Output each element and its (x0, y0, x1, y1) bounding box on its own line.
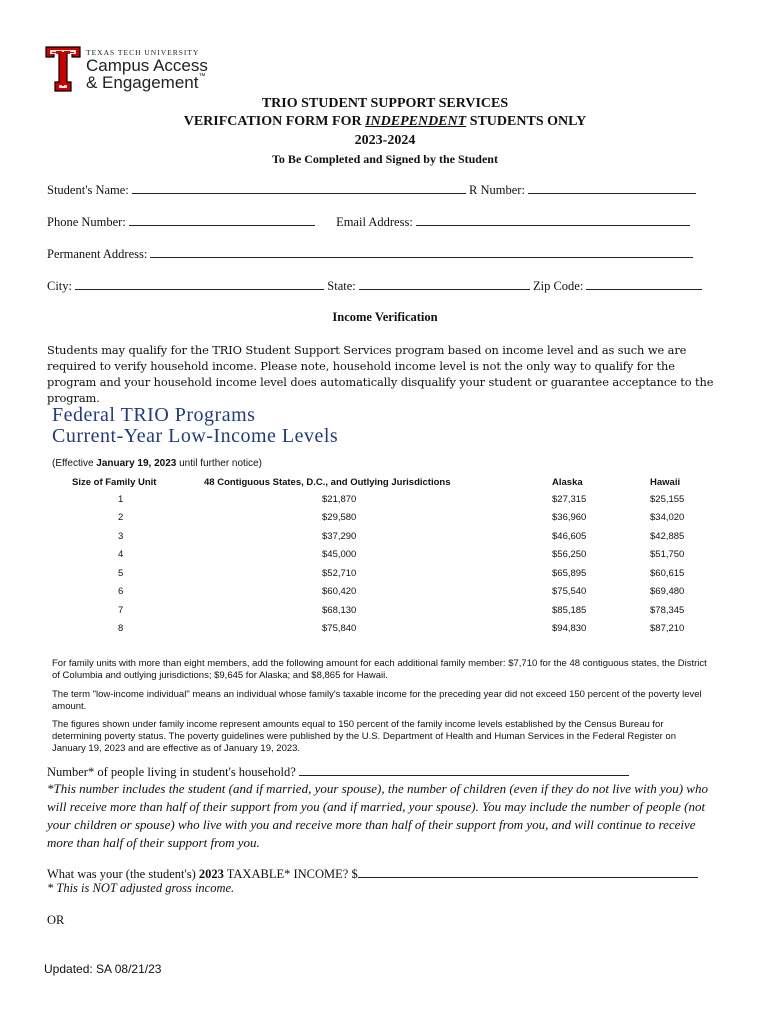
header-line2: VERIFCATION FORM FOR INDEPENDENT STUDENTS ONLY (183, 114, 587, 129)
table-row (72, 601, 702, 620)
federal-title-2: Current-Year Low-Income Levels (52, 425, 339, 447)
header-year: 2023-2024 (354, 133, 416, 148)
header-line1: TRIO STUDENT SUPPORT SERVICES (261, 96, 509, 111)
footer-updated: Updated: SA 08/21/23 (44, 962, 162, 976)
cell-contiguous: $45,000 (322, 549, 357, 561)
address-label: Permanent Address: (47, 247, 148, 261)
student-name-field[interactable] (132, 182, 466, 194)
cell-hawaii: $25,155 (650, 493, 685, 505)
table-row (72, 583, 702, 602)
cell-size: 8 (118, 623, 124, 635)
city-row (47, 278, 702, 294)
cell-contiguous: $29,580 (322, 512, 357, 524)
note-low-income-definition: The term "low-income individual" means an individual whose family's taxable income for the preceding year did not exceed 150 percent of the poverty level amount. (52, 689, 702, 712)
phone-field[interactable] (129, 214, 315, 226)
income-table (72, 474, 702, 638)
table-row (72, 564, 702, 583)
cell-contiguous: $68,130 (322, 604, 357, 616)
note-additional-members: For family units with more than eight members, add the following amount for each additional family member: $7,710 for the 48 contiguous states, the District of Columbia and outlying jurisdictions; $9,645 for Alaska; and $8,865 for Hawaii. (52, 658, 707, 681)
cell-size: 6 (118, 586, 124, 598)
col-hawaii: Hawaii (650, 476, 681, 488)
cell-alaska: $75,540 (552, 586, 587, 598)
household-note: *This number includes the student (and if married, your spouse), the number of children (even if they do not live with you) who will receive more than half of their support from you (and if married, your spouse). You may include the number of people (not your children or spouse) who live with you and receive more than half of their support from you, and will continue to receive more than half of their support from you. (47, 781, 708, 850)
address-row (47, 246, 693, 262)
table-row (72, 527, 702, 546)
taxable-income-note: * This is NOT adjusted gross income. (47, 881, 235, 895)
col-family-size: Size of Family Unit (72, 476, 157, 488)
cell-size: 1 (118, 493, 124, 505)
phone-row (47, 214, 690, 230)
cell-hawaii: $78,345 (650, 604, 685, 616)
taxable-income-label: What was your (the student's) (47, 867, 199, 881)
cell-alaska: $46,605 (552, 530, 587, 542)
r-number-label: R Number: (469, 183, 525, 197)
phone-label: Phone Number: (47, 215, 126, 229)
city-label: City: (47, 279, 73, 293)
state-field[interactable] (359, 278, 530, 290)
col-contiguous: 48 Contiguous States, D.C., and Outlying Jurisdictions (204, 476, 451, 488)
logo (45, 46, 245, 94)
city-field[interactable] (75, 278, 324, 290)
cell-alaska: $36,960 (552, 512, 587, 524)
state-label: State: (327, 279, 356, 293)
cell-alaska: $85,185 (552, 604, 587, 616)
table-row (72, 490, 702, 509)
logo-university: TEXAS TECH UNIVERSITY (86, 48, 200, 57)
cell-contiguous: $60,420 (322, 586, 357, 598)
cell-size: 7 (118, 604, 124, 616)
taxable-income-row (47, 866, 698, 882)
cell-size: 2 (118, 512, 124, 524)
table-row (72, 546, 702, 565)
double-t-logo-icon (45, 46, 81, 92)
cell-alaska: $65,895 (552, 567, 587, 579)
table-row (72, 620, 702, 639)
table-row (72, 509, 702, 528)
cell-contiguous: $52,710 (322, 567, 357, 579)
taxable-income-label-end: TAXABLE* INCOME? $ (223, 867, 358, 881)
zip-label: Zip Code: (532, 279, 584, 293)
r-number-field[interactable] (528, 182, 696, 194)
cell-alaska: $27,315 (552, 493, 587, 505)
taxable-income-field[interactable] (358, 866, 698, 878)
household-row (47, 764, 629, 780)
cell-size: 4 (118, 549, 124, 561)
email-field[interactable] (416, 214, 690, 226)
student-name-label: Student's Name: (47, 183, 129, 197)
household-count-field[interactable] (299, 764, 629, 776)
cell-contiguous: $75,840 (322, 623, 357, 635)
federal-title-1: Federal TRIO Programs (52, 404, 256, 426)
taxable-income-year: 2023 (198, 867, 224, 881)
or-text: OR (47, 913, 65, 927)
logo-dept-line1: Campus Access (86, 56, 208, 75)
cell-hawaii: $87,210 (650, 623, 685, 635)
zip-field[interactable] (586, 278, 702, 290)
cell-hawaii: $51,750 (650, 549, 685, 561)
cell-hawaii: $60,615 (650, 567, 685, 579)
logo-dept-line2: & Engagement™ (86, 73, 206, 92)
cell-contiguous: $37,290 (322, 530, 357, 542)
effective-note: (Effective January 19, 2023 until further notice) (52, 458, 262, 469)
note-poverty-guidelines: The figures shown under family income represent amounts equal to 150 percent of the family income levels established by the Census Bureau for determining poverty status. The poverty guidelines were published by the U.S. Department of Health and Human Services in the Federal Register on January 19, 2023 and are effective as of January 19, 2023. (52, 719, 676, 754)
cell-size: 3 (118, 530, 124, 542)
intro-paragraph: Students may qualify for the TRIO Student Support Services program based on income level and as such we are required to verify household income. Please note, household income level is not the only way to qualify for the program and your household income level does automatically disqualify your student or guarantee acceptance to the program. (47, 343, 714, 405)
cell-alaska: $56,250 (552, 549, 587, 561)
student-name-row (47, 182, 696, 198)
income-table-header (72, 474, 702, 490)
household-question: Number* of people living in student's household? (47, 765, 296, 779)
cell-alaska: $94,830 (552, 623, 587, 635)
cell-hawaii: $42,885 (650, 530, 685, 542)
col-alaska: Alaska (552, 476, 583, 488)
cell-hawaii: $69,480 (650, 586, 685, 598)
cell-contiguous: $21,870 (322, 493, 357, 505)
income-heading: Income Verification (332, 310, 438, 324)
email-label: Email Address: (336, 215, 413, 229)
header-subtitle: To Be Completed and Signed by the Student (272, 152, 498, 166)
cell-hawaii: $34,020 (650, 512, 685, 524)
cell-size: 5 (118, 567, 124, 579)
address-field[interactable] (150, 246, 693, 258)
